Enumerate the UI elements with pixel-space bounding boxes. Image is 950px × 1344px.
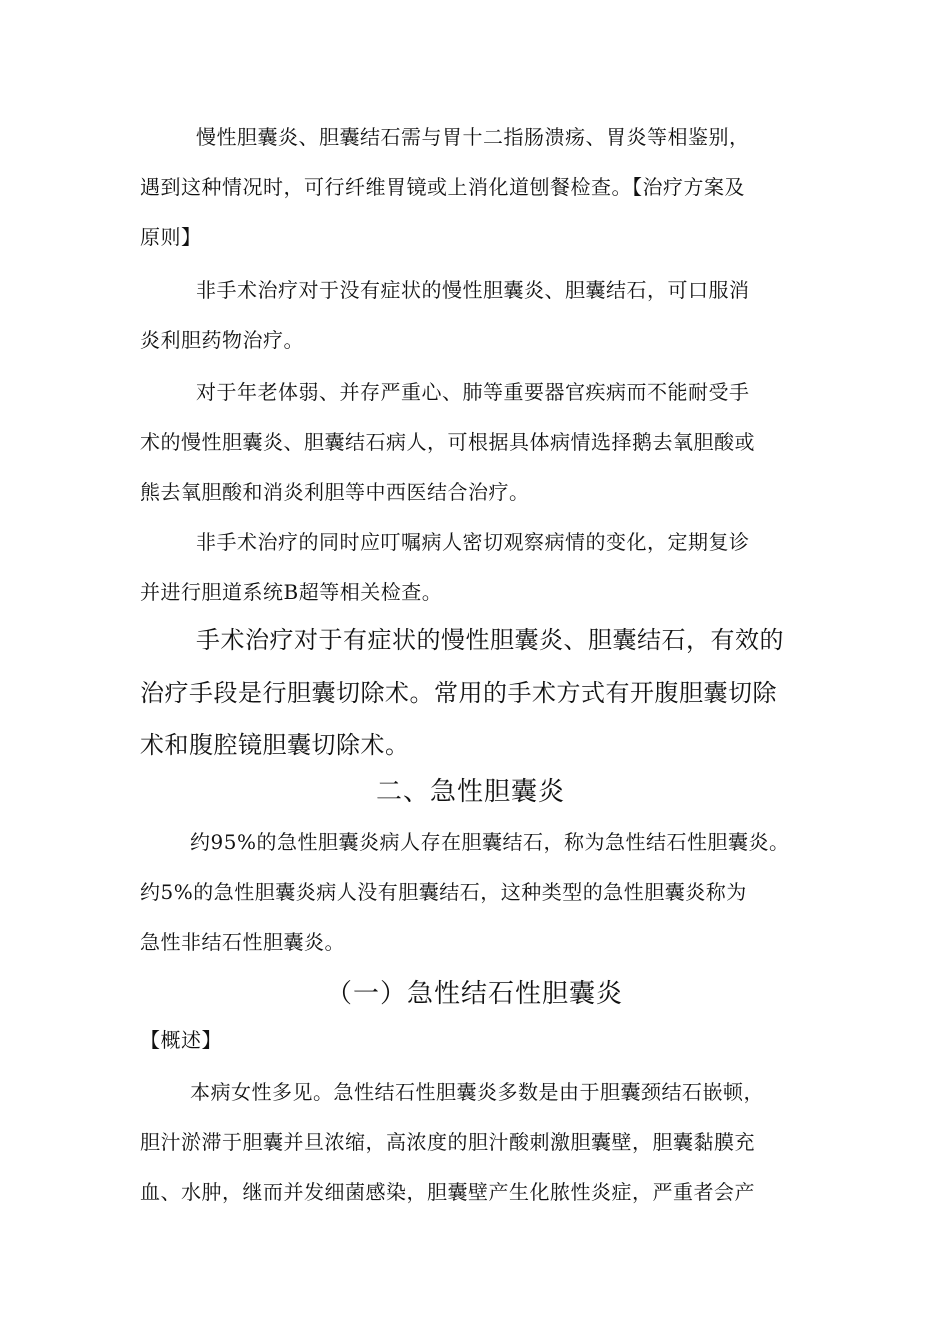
paragraph-5-line-2: 治疗手段是行胆囊切除术。常用的手术方式有开腹胆囊切除 [140,679,777,707]
paragraph-4-line-1: 非手术治疗的同时应叮嘱病人密切观察病情的变化，定期复诊 [196,530,750,554]
overview-paragraph-line-2: 胆汁淤滞于胆囊并旦浓缩，高浓度的胆汁酸刺激胆囊壁，胆囊黏膜充 [140,1130,755,1154]
paragraph-2-line-1: 非手术治疗对于没有症状的慢性胆囊炎、胆囊结石，可口服消 [196,278,750,302]
section-paragraph-line-3: 急性非结石性胆囊炎。 [140,930,345,954]
paragraph-1-line-1: 慢性胆囊炎、胆囊结石需与胃十二指肠溃疡、胃炎等相鉴别， [196,125,750,149]
subsection-title: （一）急性结石性胆囊炎 [326,979,624,1009]
section-paragraph-line-2: 约5%的急性胆囊炎病人没有胆囊结石，这种类型的急性胆囊炎称为 [140,880,747,904]
paragraph-2-line-2: 炎利胆药物治疗。 [140,328,304,352]
paragraph-5-line-3: 术和腹腔镜胆囊切除术。 [140,731,410,759]
overview-label: 【概述】 [140,1028,222,1052]
paragraph-4-line-2: 并进行胆道系统B超等相关检查。 [140,580,443,604]
paragraph-5-line-1: 手术治疗对于有症状的慢性胆囊炎、胆囊结石，有效的 [196,626,784,654]
section-paragraph-line-1: 约95%的急性胆囊炎病人存在胆囊结石，称为急性结石性胆囊炎。 [190,830,790,854]
paragraph-1-line-3: 原则】 [140,225,202,249]
paragraph-3-line-3: 熊去氧胆酸和消炎利胆等中西医结合治疗。 [140,480,530,504]
section-title: 二、急性胆囊炎 [376,777,566,807]
overview-paragraph-line-1: 本病女性多见。急性结石性胆囊炎多数是由于胆囊颈结石嵌顿， [190,1080,764,1104]
paragraph-3-line-2: 术的慢性胆囊炎、胆囊结石病人，可根据具体病情选择鹅去氧胆酸或 [140,430,755,454]
paragraph-3-line-1: 对于年老体弱、并存严重心、肺等重要器官疾病而不能耐受手 [196,380,750,404]
paragraph-1-line-2: 遇到这种情况时，可行纤维胃镜或上消化道刨餐检查。【治疗方案及 [140,175,745,199]
overview-paragraph-line-3: 血、水肿，继而并发细菌感染，胆囊壁产生化脓性炎症，严重者会产 [140,1180,755,1204]
